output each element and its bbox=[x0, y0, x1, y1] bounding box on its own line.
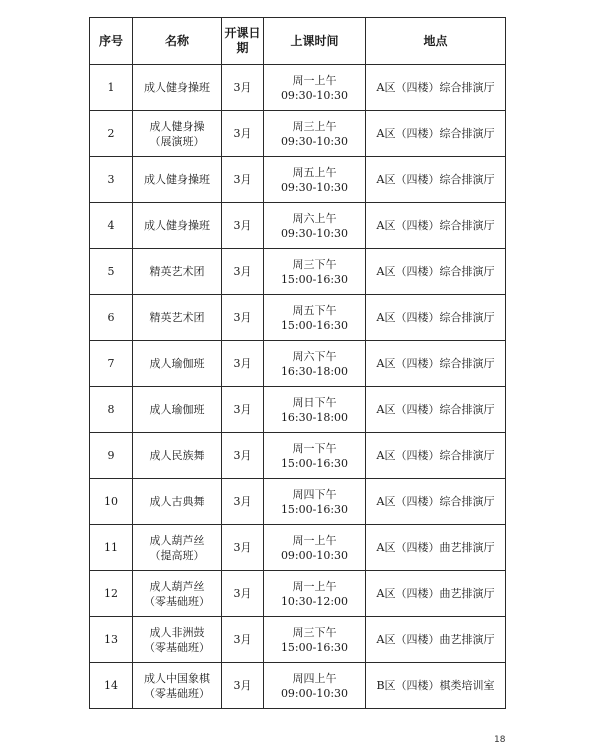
cell-time-line: 15:00-16:30 bbox=[280, 456, 349, 470]
cell-location: A区（四楼）综合排演厅 bbox=[366, 295, 506, 341]
cell-time-line: 周一上午 bbox=[292, 73, 337, 87]
cell-time-line: 周一上午 bbox=[292, 579, 337, 593]
cell-time-line: 15:00-16:30 bbox=[280, 318, 349, 332]
cell-time bbox=[264, 295, 366, 341]
cell-location: A区（四楼）综合排演厅 bbox=[366, 249, 506, 295]
cell-time-line: 周五上午 bbox=[292, 165, 337, 179]
cell-name bbox=[133, 617, 222, 663]
cell-name bbox=[133, 111, 222, 157]
cell-time-line: 周三上午 bbox=[292, 119, 337, 133]
cell-name-line: （零基础班） bbox=[144, 594, 210, 608]
cell-time bbox=[264, 157, 366, 203]
cell-no: 9 bbox=[90, 433, 133, 479]
cell-time bbox=[264, 341, 366, 387]
cell-no: 2 bbox=[90, 111, 133, 157]
cell-no: 13 bbox=[90, 617, 133, 663]
cell-name-line: （提高班） bbox=[149, 548, 205, 562]
cell-name bbox=[133, 663, 222, 709]
cell-date: 3月 bbox=[222, 203, 264, 249]
cell-date: 3月 bbox=[222, 525, 264, 571]
cell-date: 3月 bbox=[222, 387, 264, 433]
cell-name-line: （零基础班） bbox=[144, 640, 210, 654]
cell-time-line: 周六下午 bbox=[292, 349, 337, 363]
cell-name-line: （展演班） bbox=[149, 134, 205, 148]
cell-time-line: 15:00-16:30 bbox=[280, 502, 349, 516]
cell-time bbox=[264, 387, 366, 433]
cell-time bbox=[264, 203, 366, 249]
cell-time-line: 09:30-10:30 bbox=[280, 226, 349, 240]
table-header bbox=[90, 18, 506, 65]
cell-time-line: 周三下午 bbox=[292, 257, 337, 271]
cell-no: 5 bbox=[90, 249, 133, 295]
cell-time-line: 09:00-10:30 bbox=[280, 686, 349, 700]
cell-no: 14 bbox=[90, 663, 133, 709]
cell-time-line: 16:30-18:00 bbox=[280, 364, 349, 378]
cell-time-line: 09:30-10:30 bbox=[280, 134, 349, 148]
cell-date: 3月 bbox=[222, 65, 264, 111]
cell-name bbox=[133, 525, 222, 571]
cell-time-line: 周四下午 bbox=[292, 487, 337, 501]
header-time: 上课时间 bbox=[264, 18, 366, 65]
cell-name: 成人瑜伽班 bbox=[133, 341, 222, 387]
cell-date: 3月 bbox=[222, 295, 264, 341]
table-row bbox=[90, 249, 506, 295]
cell-name bbox=[133, 571, 222, 617]
cell-no: 1 bbox=[90, 65, 133, 111]
table-row bbox=[90, 341, 506, 387]
cell-name: 成人民族舞 bbox=[133, 433, 222, 479]
cell-location: A区（四楼）综合排演厅 bbox=[366, 433, 506, 479]
cell-no: 4 bbox=[90, 203, 133, 249]
cell-time bbox=[264, 663, 366, 709]
table-row bbox=[90, 111, 506, 157]
cell-location: A区（四楼）曲艺排演厅 bbox=[366, 617, 506, 663]
cell-time-line: 16:30-18:00 bbox=[280, 410, 349, 424]
cell-time bbox=[264, 433, 366, 479]
cell-time bbox=[264, 249, 366, 295]
table-body bbox=[90, 65, 506, 709]
cell-location: A区（四楼）曲艺排演厅 bbox=[366, 571, 506, 617]
table-row bbox=[90, 433, 506, 479]
cell-date: 3月 bbox=[222, 157, 264, 203]
cell-no: 12 bbox=[90, 571, 133, 617]
header-name: 名称 bbox=[133, 18, 222, 65]
cell-location: A区（四楼）综合排演厅 bbox=[366, 111, 506, 157]
cell-time-line: 09:30-10:30 bbox=[280, 180, 349, 194]
cell-time-line: 09:00-10:30 bbox=[280, 548, 349, 562]
cell-time-line: 周一下午 bbox=[292, 441, 337, 455]
cell-name: 精英艺术团 bbox=[133, 249, 222, 295]
cell-no: 7 bbox=[90, 341, 133, 387]
cell-time bbox=[264, 525, 366, 571]
cell-time bbox=[264, 479, 366, 525]
table-row bbox=[90, 157, 506, 203]
cell-time bbox=[264, 111, 366, 157]
cell-time-line: 09:30-10:30 bbox=[280, 88, 349, 102]
cell-date: 3月 bbox=[222, 111, 264, 157]
cell-time-line: 周六上午 bbox=[292, 211, 337, 225]
cell-date: 3月 bbox=[222, 433, 264, 479]
cell-location: B区（四楼）棋类培训室 bbox=[366, 663, 506, 709]
cell-name-line: （零基础班） bbox=[144, 686, 210, 700]
table-row bbox=[90, 525, 506, 571]
cell-name-line: 成人中国象棋 bbox=[144, 671, 210, 685]
table-row bbox=[90, 571, 506, 617]
cell-time-line: 周日下午 bbox=[292, 395, 337, 409]
cell-name-line: 成人葫芦丝 bbox=[149, 533, 205, 547]
cell-time bbox=[264, 65, 366, 111]
cell-no: 10 bbox=[90, 479, 133, 525]
table-row bbox=[90, 663, 506, 709]
table-row bbox=[90, 65, 506, 111]
table-row bbox=[90, 295, 506, 341]
cell-name-line: 成人非洲鼓 bbox=[149, 625, 205, 639]
header-location: 地点 bbox=[366, 18, 506, 65]
table-row bbox=[90, 617, 506, 663]
cell-location: A区（四楼）综合排演厅 bbox=[366, 157, 506, 203]
cell-time bbox=[264, 617, 366, 663]
cell-time-line: 10:30-12:00 bbox=[280, 594, 349, 608]
course-schedule-table bbox=[89, 17, 506, 709]
cell-date: 3月 bbox=[222, 341, 264, 387]
cell-no: 3 bbox=[90, 157, 133, 203]
header-row bbox=[90, 18, 506, 65]
cell-time bbox=[264, 571, 366, 617]
cell-name: 成人健身操班 bbox=[133, 157, 222, 203]
cell-date: 3月 bbox=[222, 617, 264, 663]
header-no: 序号 bbox=[90, 18, 133, 65]
cell-location: A区（四楼）综合排演厅 bbox=[366, 479, 506, 525]
cell-date: 3月 bbox=[222, 479, 264, 525]
cell-time-line: 周五下午 bbox=[292, 303, 337, 317]
cell-name: 成人瑜伽班 bbox=[133, 387, 222, 433]
cell-location: A区（四楼）综合排演厅 bbox=[366, 341, 506, 387]
cell-date: 3月 bbox=[222, 249, 264, 295]
cell-name: 精英艺术团 bbox=[133, 295, 222, 341]
cell-location: A区（四楼）综合排演厅 bbox=[366, 65, 506, 111]
table-row bbox=[90, 387, 506, 433]
cell-name: 成人健身操班 bbox=[133, 203, 222, 249]
cell-location: A区（四楼）综合排演厅 bbox=[366, 387, 506, 433]
cell-no: 6 bbox=[90, 295, 133, 341]
table-row bbox=[90, 203, 506, 249]
cell-name-line: 成人健身操 bbox=[149, 119, 205, 133]
table-row bbox=[90, 479, 506, 525]
page-number: 18 bbox=[494, 735, 506, 745]
header-date: 开课日期 bbox=[222, 18, 264, 65]
cell-time-line: 15:00-16:30 bbox=[280, 640, 349, 654]
cell-name-line: 成人葫芦丝 bbox=[149, 579, 205, 593]
cell-time-line: 周三下午 bbox=[292, 625, 337, 639]
cell-name: 成人健身操班 bbox=[133, 65, 222, 111]
cell-no: 8 bbox=[90, 387, 133, 433]
cell-no: 11 bbox=[90, 525, 133, 571]
cell-location: A区（四楼）综合排演厅 bbox=[366, 203, 506, 249]
cell-location: A区（四楼）曲艺排演厅 bbox=[366, 525, 506, 571]
cell-time-line: 15:00-16:30 bbox=[280, 272, 349, 286]
cell-time-line: 周一上午 bbox=[292, 533, 337, 547]
cell-name: 成人古典舞 bbox=[133, 479, 222, 525]
cell-date: 3月 bbox=[222, 663, 264, 709]
cell-date: 3月 bbox=[222, 571, 264, 617]
cell-time-line: 周四上午 bbox=[292, 671, 337, 685]
